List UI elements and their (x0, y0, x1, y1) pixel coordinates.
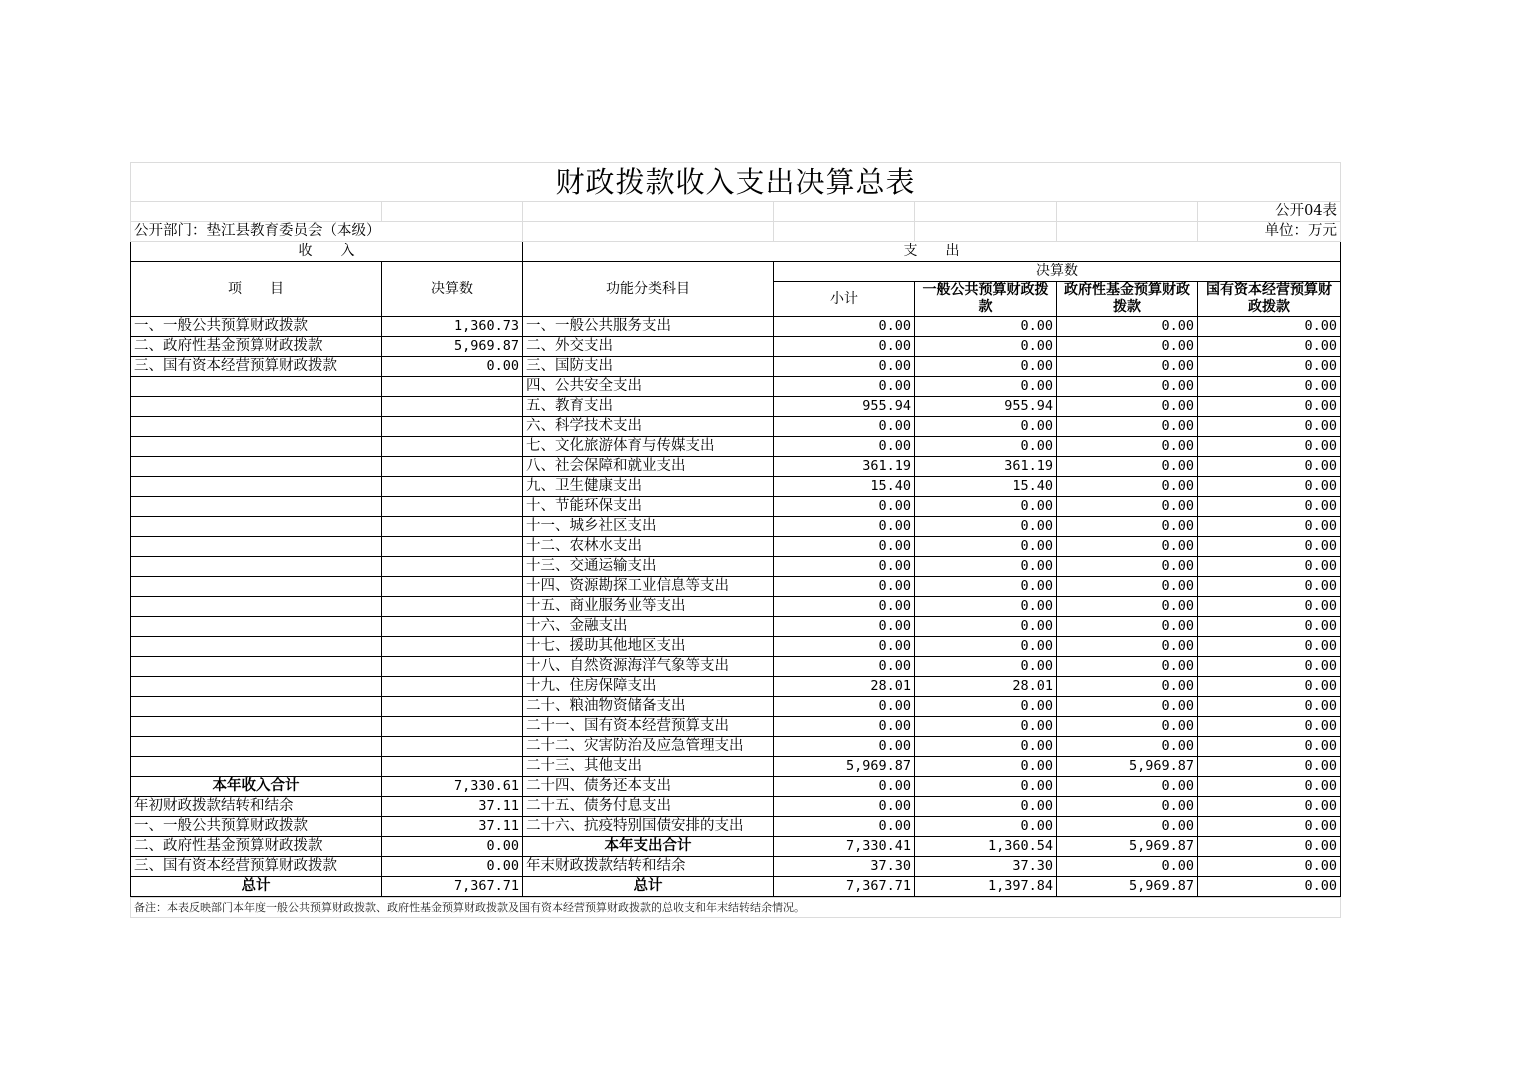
income-amount: 5,969.87 (382, 337, 523, 357)
table-row (131, 577, 1341, 597)
expense-fund-budget: 0.00 (1057, 537, 1198, 557)
income-amount (382, 617, 523, 637)
expense-item: 十六、金融支出 (523, 617, 774, 637)
expense-fund-budget: 0.00 (1057, 737, 1198, 757)
income-item (131, 677, 382, 697)
income-amount (382, 557, 523, 577)
expense-fund-budget: 0.00 (1057, 477, 1198, 497)
expense-subtotal: 0.00 (774, 377, 915, 397)
expense-subtotal: 7,330.41 (774, 837, 915, 857)
income-item (131, 577, 382, 597)
income-amount (382, 737, 523, 757)
expense-fund-budget: 0.00 (1057, 677, 1198, 697)
amount-header: 决算数 (382, 262, 523, 317)
income-item: 三、国有资本经营预算财政拨款 (131, 357, 382, 377)
income-item (131, 517, 382, 537)
expense-fund-budget: 0.00 (1057, 597, 1198, 617)
income-amount (382, 637, 523, 657)
expense-subtotal: 0.00 (774, 817, 915, 837)
expense-fund-budget: 0.00 (1057, 357, 1198, 377)
table-row (131, 817, 1341, 837)
expense-fund-budget: 0.00 (1057, 797, 1198, 817)
table-row (131, 617, 1341, 637)
item-header: 项 目 (131, 262, 382, 317)
expense-item: 十九、住房保障支出 (523, 677, 774, 697)
expense-state-capital: 0.00 (1198, 557, 1341, 577)
table-row (131, 357, 1341, 377)
expense-subtotal: 0.00 (774, 357, 915, 377)
state-capital-header: 国有资本经营预算财政拨款 (1198, 282, 1341, 317)
income-item: 总计 (131, 877, 382, 897)
income-amount (382, 437, 523, 457)
expense-state-capital: 0.00 (1198, 417, 1341, 437)
table-row (131, 857, 1341, 877)
table-row (131, 437, 1341, 457)
expense-subtotal: 0.00 (774, 697, 915, 717)
expense-item: 十八、自然资源海洋气象等支出 (523, 657, 774, 677)
expense-state-capital: 0.00 (1198, 677, 1341, 697)
footnote: 备注：本表反映部门本年度一般公共预算财政拨款、政府性基金预算财政拨款及国有资本经营预算财政拨款的总收支和年末结转结余情况。 (131, 898, 1341, 918)
income-amount (382, 657, 523, 677)
expense-subtotal: 5,969.87 (774, 757, 915, 777)
table-row (131, 417, 1341, 437)
income-amount: 7,367.71 (382, 877, 523, 897)
expense-state-capital: 0.00 (1198, 357, 1341, 377)
income-amount (382, 477, 523, 497)
expense-fund-budget: 0.00 (1057, 337, 1198, 357)
income-amount (382, 697, 523, 717)
expense-state-capital: 0.00 (1198, 317, 1341, 337)
note-table (130, 897, 1341, 918)
expense-fund-budget: 0.00 (1057, 457, 1198, 477)
expense-state-capital: 0.00 (1198, 797, 1341, 817)
expense-item: 二十二、灾害防治及应急管理支出 (523, 737, 774, 757)
income-amount (382, 577, 523, 597)
expense-state-capital: 0.00 (1198, 437, 1341, 457)
expense-item: 本年支出合计 (523, 837, 774, 857)
expense-general-budget: 0.00 (915, 637, 1057, 657)
expense-subtotal: 28.01 (774, 677, 915, 697)
table-row (131, 517, 1341, 537)
expense-item: 十、节能环保支出 (523, 497, 774, 517)
expense-general-budget: 1,397.84 (915, 877, 1057, 897)
income-item (131, 717, 382, 737)
table-row (131, 657, 1341, 677)
income-amount (382, 517, 523, 537)
table-row (131, 317, 1341, 337)
expense-fund-budget: 0.00 (1057, 857, 1198, 877)
expense-general-budget: 0.00 (915, 657, 1057, 677)
income-item (131, 737, 382, 757)
expense-item: 四、公共安全支出 (523, 377, 774, 397)
expense-state-capital: 0.00 (1198, 637, 1341, 657)
table-row (131, 337, 1341, 357)
table-row (131, 777, 1341, 797)
income-item (131, 437, 382, 457)
expense-state-capital: 0.00 (1198, 777, 1341, 797)
expense-state-capital: 0.00 (1198, 617, 1341, 637)
expense-general-budget: 0.00 (915, 617, 1057, 637)
expense-general-budget: 0.00 (915, 737, 1057, 757)
expense-fund-budget: 0.00 (1057, 397, 1198, 417)
expense-general-budget: 1,360.54 (915, 837, 1057, 857)
income-amount (382, 717, 523, 737)
expense-general-budget: 955.94 (915, 397, 1057, 417)
expense-item: 二十三、其他支出 (523, 757, 774, 777)
expense-item: 十五、商业服务业等支出 (523, 597, 774, 617)
expense-state-capital: 0.00 (1198, 857, 1341, 877)
expense-item: 二十五、债务付息支出 (523, 797, 774, 817)
expense-subtotal: 7,367.71 (774, 877, 915, 897)
income-item: 二、政府性基金预算财政拨款 (131, 837, 382, 857)
income-amount (382, 397, 523, 417)
expense-fund-budget: 0.00 (1057, 377, 1198, 397)
fiscal-summary-table (130, 162, 1341, 897)
income-amount: 37.11 (382, 797, 523, 817)
income-amount: 1,360.73 (382, 317, 523, 337)
table-row (131, 757, 1341, 777)
expense-item: 十二、农林水支出 (523, 537, 774, 557)
expense-item: 十四、资源勘探工业信息等支出 (523, 577, 774, 597)
expense-item: 六、科学技术支出 (523, 417, 774, 437)
page-title: 财政拨款收入支出决算总表 (131, 163, 1341, 202)
income-amount (382, 457, 523, 477)
expense-fund-budget: 0.00 (1057, 437, 1198, 457)
expense-header: 支 出 (523, 242, 1341, 262)
income-item: 一、一般公共预算财政拨款 (131, 817, 382, 837)
expense-general-budget: 0.00 (915, 417, 1057, 437)
expense-item: 三、国防支出 (523, 357, 774, 377)
subtotal-header: 小计 (774, 282, 915, 317)
expense-item: 十一、城乡社区支出 (523, 517, 774, 537)
expense-state-capital: 0.00 (1198, 877, 1341, 897)
income-header: 收 入 (131, 242, 523, 262)
income-item (131, 377, 382, 397)
expense-state-capital: 0.00 (1198, 497, 1341, 517)
income-item: 二、政府性基金预算财政拨款 (131, 337, 382, 357)
expense-state-capital: 0.00 (1198, 397, 1341, 417)
expense-state-capital: 0.00 (1198, 457, 1341, 477)
table-row (131, 737, 1341, 757)
income-item (131, 397, 382, 417)
income-amount (382, 497, 523, 517)
expense-general-budget: 0.00 (915, 817, 1057, 837)
expense-fund-budget: 0.00 (1057, 817, 1198, 837)
income-item (131, 477, 382, 497)
expense-subtotal: 0.00 (774, 657, 915, 677)
expense-general-budget: 0.00 (915, 777, 1057, 797)
table-row (131, 717, 1341, 737)
expense-state-capital: 0.00 (1198, 757, 1341, 777)
expense-general-budget: 15.40 (915, 477, 1057, 497)
expense-state-capital: 0.00 (1198, 377, 1341, 397)
form-code: 公开04表 (1198, 202, 1341, 222)
income-amount (382, 377, 523, 397)
expense-subtotal: 0.00 (774, 737, 915, 757)
expense-item: 七、文化旅游体育与传媒支出 (523, 437, 774, 457)
expense-general-budget: 0.00 (915, 797, 1057, 817)
expense-state-capital: 0.00 (1198, 657, 1341, 677)
expense-item: 二十六、抗疫特别国债安排的支出 (523, 817, 774, 837)
expense-state-capital: 0.00 (1198, 477, 1341, 497)
expense-state-capital: 0.00 (1198, 577, 1341, 597)
expense-item: 八、社会保障和就业支出 (523, 457, 774, 477)
expense-subtotal: 15.40 (774, 477, 915, 497)
table-row (131, 637, 1341, 657)
expense-subtotal: 0.00 (774, 517, 915, 537)
income-item: 一、一般公共预算财政拨款 (131, 317, 382, 337)
income-item (131, 697, 382, 717)
income-item (131, 557, 382, 577)
table-row (131, 597, 1341, 617)
expense-item: 二十、粮油物资储备支出 (523, 697, 774, 717)
income-amount: 7,330.61 (382, 777, 523, 797)
expense-fund-budget: 0.00 (1057, 417, 1198, 437)
expense-item: 年末财政拨款结转和结余 (523, 857, 774, 877)
table-row (131, 677, 1341, 697)
expense-subtotal: 361.19 (774, 457, 915, 477)
expense-subtotal: 0.00 (774, 337, 915, 357)
expense-fund-budget: 0.00 (1057, 617, 1198, 637)
income-item (131, 457, 382, 477)
expense-general-budget: 0.00 (915, 557, 1057, 577)
expense-fund-budget: 0.00 (1057, 777, 1198, 797)
expense-fund-budget: 0.00 (1057, 637, 1198, 657)
expense-fund-budget: 0.00 (1057, 517, 1198, 537)
expense-subtotal: 0.00 (774, 417, 915, 437)
expense-fund-budget: 5,969.87 (1057, 837, 1198, 857)
expense-subtotal: 0.00 (774, 637, 915, 657)
table-row (131, 837, 1341, 857)
expense-state-capital: 0.00 (1198, 737, 1341, 757)
expense-subtotal: 0.00 (774, 497, 915, 517)
expense-item: 二十一、国有资本经营预算支出 (523, 717, 774, 737)
expense-subtotal: 0.00 (774, 777, 915, 797)
expense-subtotal: 0.00 (774, 317, 915, 337)
expense-item: 九、卫生健康支出 (523, 477, 774, 497)
table-row (131, 877, 1341, 897)
expense-fund-budget: 0.00 (1057, 717, 1198, 737)
income-amount: 0.00 (382, 837, 523, 857)
expense-general-budget: 0.00 (915, 597, 1057, 617)
expense-subtotal: 955.94 (774, 397, 915, 417)
expense-general-budget: 0.00 (915, 577, 1057, 597)
expense-state-capital: 0.00 (1198, 837, 1341, 857)
expense-general-budget: 0.00 (915, 717, 1057, 737)
income-item (131, 497, 382, 517)
expense-state-capital: 0.00 (1198, 517, 1341, 537)
expense-item: 二十四、债务还本支出 (523, 777, 774, 797)
income-item: 本年收入合计 (131, 777, 382, 797)
expense-subtotal: 0.00 (774, 717, 915, 737)
income-amount (382, 537, 523, 557)
expense-subtotal: 0.00 (774, 537, 915, 557)
expense-general-budget: 37.30 (915, 857, 1057, 877)
expense-fund-budget: 5,969.87 (1057, 757, 1198, 777)
expense-fund-budget: 0.00 (1057, 697, 1198, 717)
expense-item: 二、外交支出 (523, 337, 774, 357)
department-label: 公开部门：垫江县教育委员会（本级） (131, 222, 523, 242)
table-row (131, 557, 1341, 577)
income-amount: 37.11 (382, 817, 523, 837)
expense-fund-budget: 5,969.87 (1057, 877, 1198, 897)
expense-item: 五、教育支出 (523, 397, 774, 417)
expense-subtotal: 0.00 (774, 617, 915, 637)
table-row (131, 497, 1341, 517)
expense-fund-budget: 0.00 (1057, 657, 1198, 677)
table-row (131, 457, 1341, 477)
table-row (131, 797, 1341, 817)
expense-subtotal: 0.00 (774, 797, 915, 817)
expense-general-budget: 0.00 (915, 517, 1057, 537)
expense-state-capital: 0.00 (1198, 537, 1341, 557)
expense-fund-budget: 0.00 (1057, 497, 1198, 517)
final-amount-header: 决算数 (774, 262, 1341, 282)
expense-fund-budget: 0.00 (1057, 317, 1198, 337)
function-category-header: 功能分类科目 (523, 262, 774, 317)
expense-state-capital: 0.00 (1198, 717, 1341, 737)
income-item (131, 537, 382, 557)
expense-subtotal: 0.00 (774, 577, 915, 597)
unit-label: 单位：万元 (1198, 222, 1341, 242)
fund-budget-header: 政府性基金预算财政拨款 (1057, 282, 1198, 317)
expense-subtotal: 0.00 (774, 597, 915, 617)
expense-general-budget: 0.00 (915, 537, 1057, 557)
table-row (131, 477, 1341, 497)
expense-item: 总计 (523, 877, 774, 897)
table-row (131, 377, 1341, 397)
expense-general-budget: 0.00 (915, 437, 1057, 457)
income-item (131, 757, 382, 777)
expense-fund-budget: 0.00 (1057, 577, 1198, 597)
expense-general-budget: 28.01 (915, 677, 1057, 697)
expense-general-budget: 0.00 (915, 357, 1057, 377)
income-amount (382, 417, 523, 437)
expense-general-budget: 0.00 (915, 377, 1057, 397)
table-row (131, 697, 1341, 717)
expense-general-budget: 0.00 (915, 697, 1057, 717)
income-amount (382, 677, 523, 697)
income-amount (382, 597, 523, 617)
income-item: 三、国有资本经营预算财政拨款 (131, 857, 382, 877)
expense-general-budget: 0.00 (915, 757, 1057, 777)
expense-subtotal: 37.30 (774, 857, 915, 877)
expense-item: 十三、交通运输支出 (523, 557, 774, 577)
table-row (131, 537, 1341, 557)
expense-general-budget: 361.19 (915, 457, 1057, 477)
income-item (131, 657, 382, 677)
expense-subtotal: 0.00 (774, 437, 915, 457)
expense-state-capital: 0.00 (1198, 817, 1341, 837)
expense-subtotal: 0.00 (774, 557, 915, 577)
income-item (131, 617, 382, 637)
income-amount: 0.00 (382, 857, 523, 877)
expense-item: 一、一般公共服务支出 (523, 317, 774, 337)
income-item (131, 637, 382, 657)
income-item (131, 597, 382, 617)
general-budget-header: 一般公共预算财政拨款 (915, 282, 1057, 317)
expense-fund-budget: 0.00 (1057, 557, 1198, 577)
expense-general-budget: 0.00 (915, 317, 1057, 337)
table-row (131, 397, 1341, 417)
expense-item: 十七、援助其他地区支出 (523, 637, 774, 657)
expense-state-capital: 0.00 (1198, 697, 1341, 717)
income-item: 年初财政拨款结转和结余 (131, 797, 382, 817)
income-item (131, 417, 382, 437)
expense-general-budget: 0.00 (915, 337, 1057, 357)
expense-general-budget: 0.00 (915, 497, 1057, 517)
income-amount: 0.00 (382, 357, 523, 377)
expense-state-capital: 0.00 (1198, 597, 1341, 617)
income-amount (382, 757, 523, 777)
final-accounts-sheet (130, 162, 1340, 918)
expense-state-capital: 0.00 (1198, 337, 1341, 357)
